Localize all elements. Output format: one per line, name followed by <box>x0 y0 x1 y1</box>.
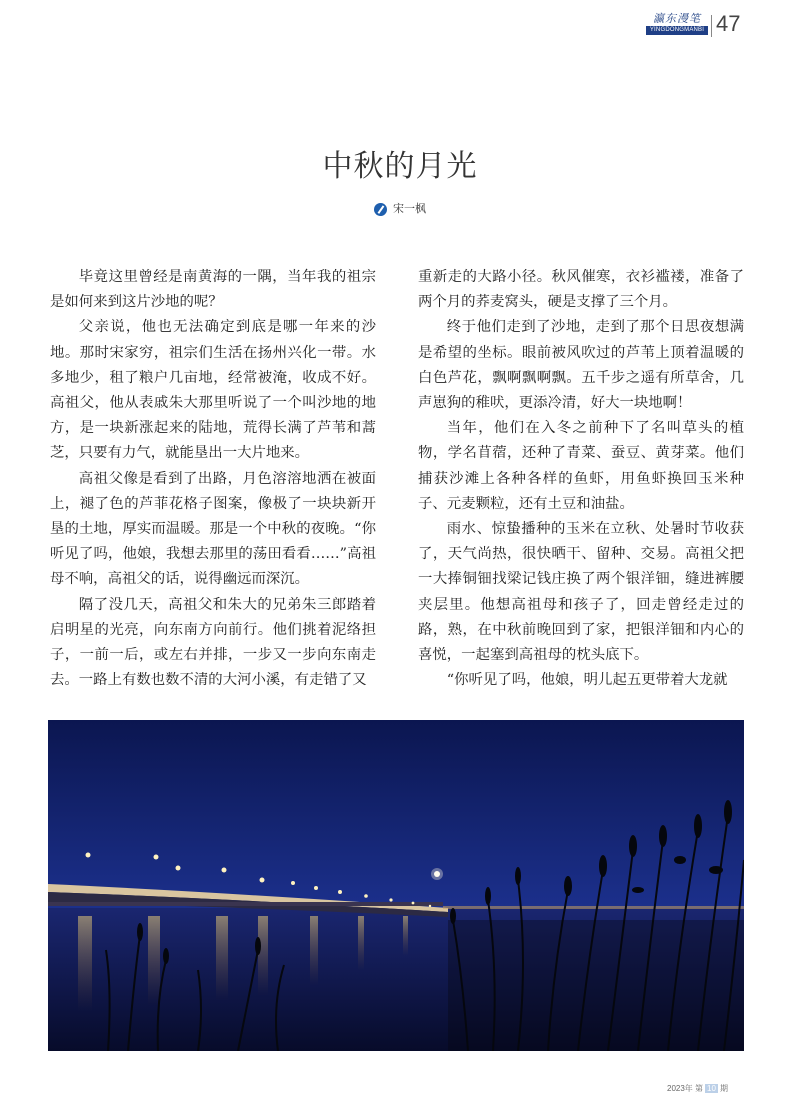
author-line <box>0 200 800 216</box>
paragraph: 父亲说，他也无法确定到底是哪一年来的沙地。那时宋家穷，祖宗们生活在扬州兴化一带。水多地少，租了粮户几亩地，经常被淹，收成不好。高祖父，他从表戚朱大那里听说了一个叫沙地的地方，是一块新涨起来的陆地，荒得长满了芦苇和蒿芝，只要有力气，就能垦出一大片地来。 <box>50 319 376 462</box>
paragraph: 当年，他们在入冬之前种下了名叫草头的植物，学名苜蓿，还种了青菜、蚕豆、黄芽菜。他们捕获沙滩上各种各样的鱼虾，用鱼虾换回玉米种子、元麦颗粒，还有土豆和油盐。 <box>418 420 744 512</box>
paragraph: 毕竟这里曾经是南黄海的一隅，当年我的祖宗是如何来到这片沙地的呢？ <box>50 269 376 311</box>
brand-chinese: 瀛东漫笔 <box>653 12 701 25</box>
brand-english: YINGDONGMANBI <box>646 26 708 35</box>
footer-year: 2023年 <box>667 1084 693 1093</box>
paragraph: 终于他们走到了沙地，走到了那个日思夜想满是希望的坐标。眼前被风吹过的芦苇上顶着温暖的白色芦花，飘啊飘啊飘。五千步之遥有所草舍，几声崽狗的稚吠，更添冷清，好大一块地啊！ <box>418 319 744 412</box>
body-column-right <box>418 265 744 693</box>
moon <box>431 868 443 880</box>
magazine-brand <box>646 12 708 35</box>
footer-issue-number: 10 <box>707 1084 716 1093</box>
page-number: 47 <box>716 11 741 36</box>
author-name: 宋一枫 <box>393 202 426 215</box>
body-column-left <box>50 265 376 693</box>
article-title: 中秋的月光 <box>322 149 478 184</box>
footer-di: 第 <box>695 1084 704 1093</box>
paragraph: 隔了没几天，高祖父和朱大的兄弟朱三郎踏着启明星的光亮，向东南方向前行。他们挑着泥络担子，一前一后，或左右并排，一步又一步向东南走去。一路上有数也数不清的大河小溪，有走错了又 <box>50 596 376 689</box>
paragraph: “你听见了吗，他娘，明儿起五更带着大龙就 <box>446 672 728 689</box>
header-divider <box>711 15 712 37</box>
issue-footer <box>667 1083 728 1094</box>
paragraph: 雨水、惊蛰播种的玉米在立秋、处暑时节收获了，天气尚热，很快晒干、留种、交易。高祖父把一大捧铜钿找梁记钱庄换了两个银洋钿，缝进裤腰夹层里。他想高祖母和孩子了，回走曾经走过的路，熟，在中秋前晚回到了家，把银洋钿和内心的喜悦，一起塞到高祖母的枕头底下。 <box>418 521 744 664</box>
footer-qi: 期 <box>719 1084 728 1093</box>
pen-icon <box>374 203 387 216</box>
paragraph: 重新走的大路小径。秋风催寒，衣衫褴褛，准备了两个月的荞麦窝头，硬是支撑了三个月。 <box>418 269 744 311</box>
paragraph: 高祖父像是看到了出路，月色溶溶地洒在被面上，褪了色的芦菲花格子图案，像极了一块块新开垦的土地，厚实而温暖。那是一个中秋的夜晚。“你听见了吗，他娘，我想去那里的荡田看看……”高祖母不响，高祖父的话，说得幽远而深沉。 <box>50 470 376 588</box>
night-bridge-photo <box>48 720 744 1051</box>
